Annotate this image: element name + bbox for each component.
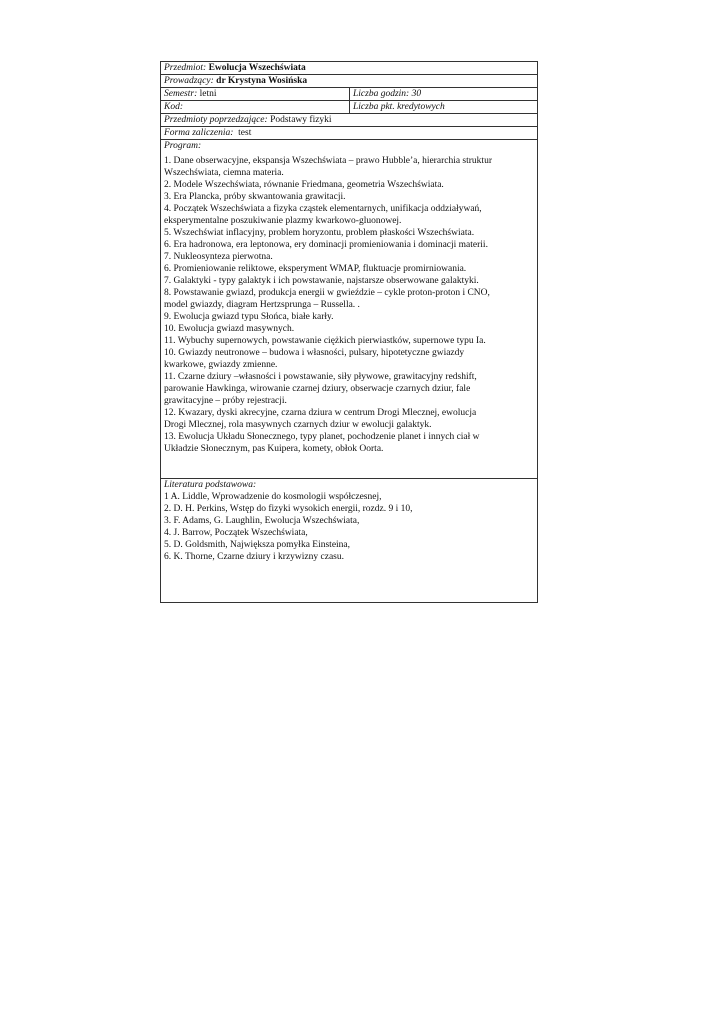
program-line: Wszechświata, ciemna materia. <box>164 168 284 178</box>
program-line: kwarkowe, gwiazdy zmienne. <box>164 360 278 370</box>
program-line: 7. Nukleosynteza pierwotna. <box>164 252 273 262</box>
prerequisites-row <box>161 114 537 127</box>
literature-item: 2. D. H. Perkins, Wstęp do fizyki wysokich energii, rozdz. 9 i 10, <box>164 504 413 514</box>
semester-label: Semestr: <box>164 89 198 99</box>
assessment-row <box>161 127 537 140</box>
program-line: 4. Początek Wszechświata a fizyka cząstek elementarnych, unifikacja oddziaływań, <box>164 204 482 214</box>
program-line: Układzie Słonecznym, pas Kuipera, komety, obłok Oorta. <box>164 444 384 454</box>
credits-cell <box>349 101 537 113</box>
program-label: Program: <box>164 141 202 151</box>
program-line: 3. Era Plancka, próby skwantowania grawitacji. <box>164 192 346 202</box>
program-line: 10. Ewolucja gwiazd masywnych. <box>164 324 295 334</box>
program-line: 5. Wszechświat inflacyjny, problem horyzontu, problem płaskości Wszechświata. <box>164 228 475 238</box>
code-cell <box>161 101 349 113</box>
semester-hours-row <box>161 88 537 101</box>
program-list <box>164 155 534 455</box>
literature-item: 6. K. Thorne, Czarne dziury i krzywizny czasu. <box>164 552 344 562</box>
program-line: eksperymentalne poszukiwanie plazmy kwarkowo-gluonowej. <box>164 216 402 226</box>
lecturer-value: dr Krystyna Wosińska <box>216 76 308 86</box>
literature-item: 1 A. Liddle, Wprowadzenie do kosmologii współczesnej, <box>164 492 382 502</box>
subject-row <box>161 62 537 75</box>
prerequisites-value: Podstawy fizyki <box>270 115 332 125</box>
program-line: 13. Ewolucja Układu Słonecznego, typy planet, pochodzenie planet i innych ciał w <box>164 432 480 442</box>
course-table <box>160 61 538 603</box>
credits-label: Liczba pkt. kredytowych <box>353 102 445 112</box>
program-line: 12. Kwazary, dyski akrecyjne, czarna dziura w centrum Drogi Mlecznej, ewolucja <box>164 408 477 418</box>
code-credits-row <box>161 101 537 114</box>
subject-label: Przedmiot: <box>164 63 207 73</box>
program-line: 8. Powstawanie gwiazd, produkcja energii w gwieździe – cykle proton-proton i CNO, <box>164 288 490 298</box>
program-line: 7. Galaktyki - typy galaktyk i ich powstawanie, najstarsze obserwowane galaktyki. <box>164 276 479 286</box>
lecturer-label: Prowadzący: <box>164 76 214 86</box>
assessment-label: Forma zaliczenia: <box>164 128 234 138</box>
literature-list <box>164 491 534 563</box>
program-line: 10. Gwiazdy neutronowe – budowa i własności, pulsary, hipotetyczne gwiazdy <box>164 348 465 358</box>
program-section <box>161 140 537 479</box>
program-line: 2. Modele Wszechświata, równanie Friedmana, geometria Wszechświata. <box>164 180 444 190</box>
literature-section <box>161 479 537 603</box>
program-line: model gwiazdy, diagram Hertzsprunga – Russella. . <box>164 300 360 310</box>
lecturer-row <box>161 75 537 88</box>
semester-value: letni <box>199 89 217 99</box>
program-line: 11. Wybuchy supernowych, powstawanie ciężkich pierwiastków, supernowe typu Ia. <box>164 336 486 346</box>
prerequisites-label: Przedmioty poprzedzające: <box>164 115 268 125</box>
semester-cell <box>161 88 349 100</box>
program-line: 1. Dane obserwacyjne, ekspansja Wszechświata – prawo Hubble’a, hierarchia struktur <box>164 156 492 166</box>
program-line: parowanie Hawkinga, wirowanie czarnej dziury, obserwacje czarnych dziur, fale <box>164 384 471 394</box>
program-line: 9. Ewolucja gwiazd typu Słońca, białe karły. <box>164 312 334 322</box>
program-line: 11. Czarne dziury –własności i powstawanie, siły pływowe, grawitacyjny redshift, <box>164 372 477 382</box>
program-line: Drogi Mlecznej, rola masywnych czarnych dziur w ewolucji galaktyk. <box>164 420 432 430</box>
literature-item: 4. J. Barrow, Początek Wszechświata, <box>164 528 308 538</box>
literature-label: Literatura podstawowa: <box>164 480 257 490</box>
subject-value: Ewolucja Wszechświata <box>208 63 306 73</box>
code-label: Kod: <box>164 102 183 112</box>
program-line: 6. Promieniowanie reliktowe, eksperyment WMAP, fluktuacje promirniowania. <box>164 264 467 274</box>
hours-value: 30 <box>411 89 422 99</box>
program-line: grawitacyjne – próby rejestracji. <box>164 396 287 406</box>
literature-item: 3. F. Adams, G. Laughlin, Ewolucja Wszechświata, <box>164 516 360 526</box>
assessment-value: test <box>238 128 252 138</box>
literature-item: 5. D. Goldsmith, Największa pomyłka Einsteina, <box>164 540 351 550</box>
hours-cell <box>349 88 537 100</box>
hours-label: Liczba godzin: <box>353 89 410 99</box>
program-line: 6. Era hadronowa, era leptonowa, ery dominacji promieniowania i dominacji materii. <box>164 240 488 250</box>
